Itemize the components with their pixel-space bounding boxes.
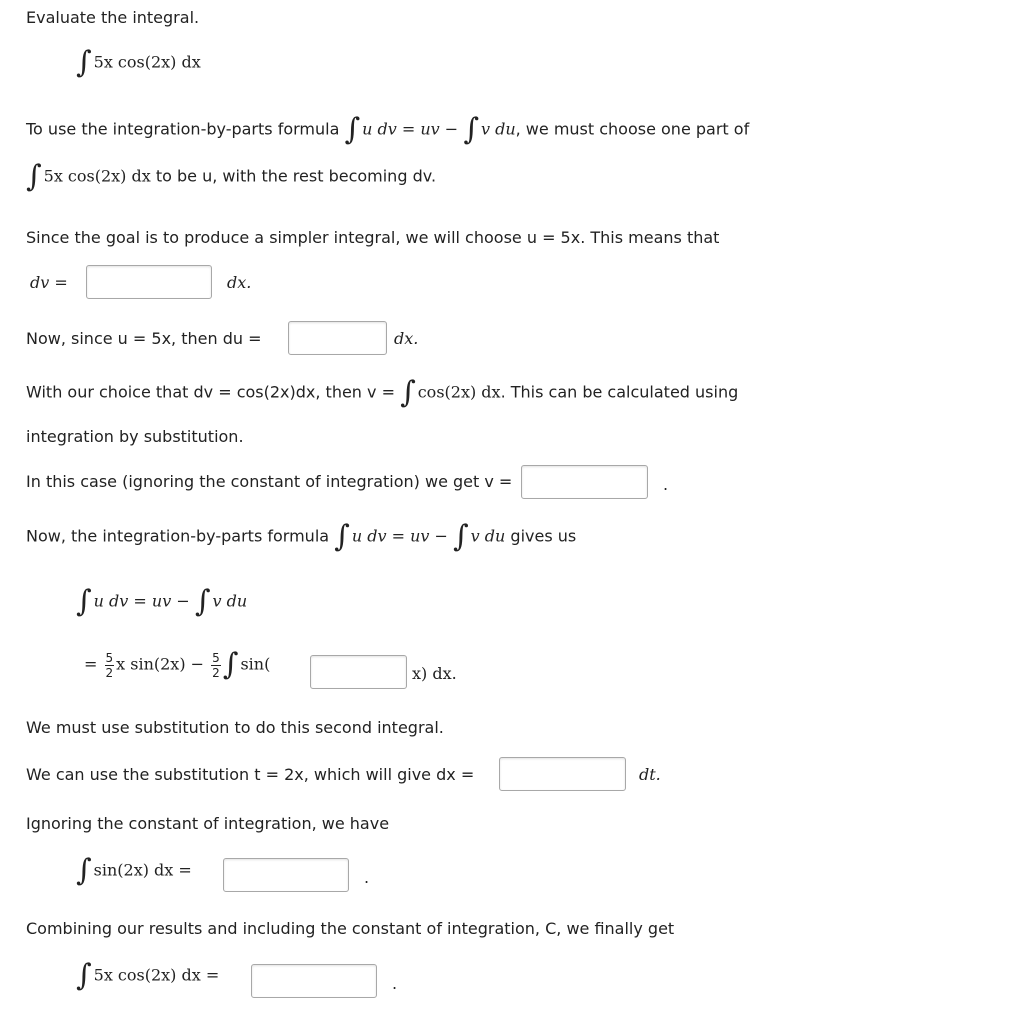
ibp-apply-paragraph	[26, 519, 577, 554]
v-integrand: cos(2x) dx	[417, 382, 501, 402]
substitution-paragraph: We can use the substitution t = 2x, which will give dx =	[26, 765, 475, 784]
ibp-formula-right: v du	[480, 119, 516, 139]
final-answer-input[interactable]	[251, 964, 377, 998]
dt-unit: dt.	[639, 765, 661, 784]
dv-label: dv =	[30, 273, 68, 292]
dx-answer-input[interactable]	[499, 757, 626, 791]
five-halves-fraction	[211, 652, 221, 679]
derivation-sin-open: sin(	[240, 654, 271, 674]
integral-sign-icon: ∫	[76, 584, 92, 619]
integral-sign-icon: ∫	[76, 45, 92, 80]
instruction-heading: Evaluate the integral.	[26, 8, 200, 27]
integral-sign-icon: ∫	[26, 159, 42, 194]
ibp-apply-text: Now, the integration-by-parts formula	[26, 526, 330, 546]
main-integrand: 5x cos(2x) dx	[93, 52, 201, 72]
substitution-note: We must use substitution to do this second integral.	[26, 718, 444, 737]
integral-sign-icon: ∫	[463, 112, 479, 147]
derivation-left: u dv = uv −	[93, 591, 190, 611]
main-integral	[76, 45, 201, 80]
fraction-numerator: 5	[105, 650, 114, 665]
derivation-line2	[84, 647, 271, 682]
derivation-line1	[76, 584, 248, 619]
ibp-apply-left: u dv = uv −	[351, 526, 448, 546]
ibp-intro-text: To use the integration-by-parts formula	[26, 119, 340, 139]
integral-sign-icon: ∫	[222, 647, 239, 682]
derivation-right: v du	[212, 591, 248, 611]
gives-us-text: gives us	[510, 526, 577, 546]
v-paragraph-line2: integration by substitution.	[26, 427, 244, 446]
final-integral-line	[76, 958, 220, 993]
integral-sign-icon: ∫	[453, 519, 469, 554]
sin-integral-period: .	[364, 868, 370, 887]
ibp-paragraph-line1	[26, 112, 750, 147]
derivation-equals: =	[84, 654, 98, 674]
v-paragraph-line1	[26, 375, 739, 410]
integral-sign-icon: ∫	[76, 853, 92, 888]
sin-integral-input[interactable]	[223, 858, 349, 892]
ibp-paragraph-line2	[26, 159, 437, 194]
integral-sign-icon: ∫	[194, 584, 211, 619]
fraction-denominator: 2	[212, 665, 220, 680]
dv-answer-input[interactable]	[86, 265, 212, 299]
final-period: .	[392, 974, 398, 993]
du-unit: dx.	[394, 329, 419, 348]
integral-sign-icon: ∫	[400, 375, 416, 410]
v-result-paragraph: In this case (ignoring the constant of integration) we get v =	[26, 472, 513, 491]
v-choice-text: With our choice that dv = cos(2x)dx, then v =	[26, 382, 395, 402]
ibp-choose-text: , we must choose one part of	[515, 119, 750, 139]
v-calc-text: . This can be calculated using	[500, 382, 739, 402]
fraction-denominator: 2	[105, 665, 114, 680]
derivation-uv-term: x sin(2x) −	[116, 654, 205, 674]
sin-integral-line	[76, 853, 192, 888]
five-halves-fraction	[105, 652, 115, 679]
derivation-sin-close: x) dx.	[412, 664, 457, 683]
final-integral-expr: 5x cos(2x) dx =	[93, 965, 220, 985]
v-answer-input[interactable]	[521, 465, 648, 499]
ibp-rest-text: to be u, with the rest becoming dv.	[155, 166, 437, 186]
fraction-numerator: 5	[212, 650, 220, 665]
ibp-apply-right: v du	[470, 526, 506, 546]
du-answer-input[interactable]	[288, 321, 387, 355]
du-paragraph: Now, since u = 5x, then du =	[26, 329, 262, 348]
dv-unit: dx.	[227, 273, 252, 292]
choice-paragraph: Since the goal is to produce a simpler integral, we will choose u = 5x. This means that	[26, 228, 720, 247]
ignoring-constant-paragraph: Ignoring the constant of integration, we have	[26, 814, 390, 833]
ibp-formula-left: u dv = uv −	[362, 119, 459, 139]
integral-sign-icon: ∫	[76, 958, 92, 993]
v-period: .	[663, 475, 669, 494]
combining-paragraph: Combining our results and including the constant of integration, C, we finally get	[26, 919, 675, 938]
sin-integral-expr: sin(2x) dx =	[93, 860, 192, 880]
ibp-integrand: 5x cos(2x) dx	[43, 166, 151, 186]
integral-sign-icon: ∫	[334, 519, 350, 554]
integral-sign-icon: ∫	[344, 112, 361, 147]
sin-coefficient-input[interactable]	[310, 655, 407, 689]
